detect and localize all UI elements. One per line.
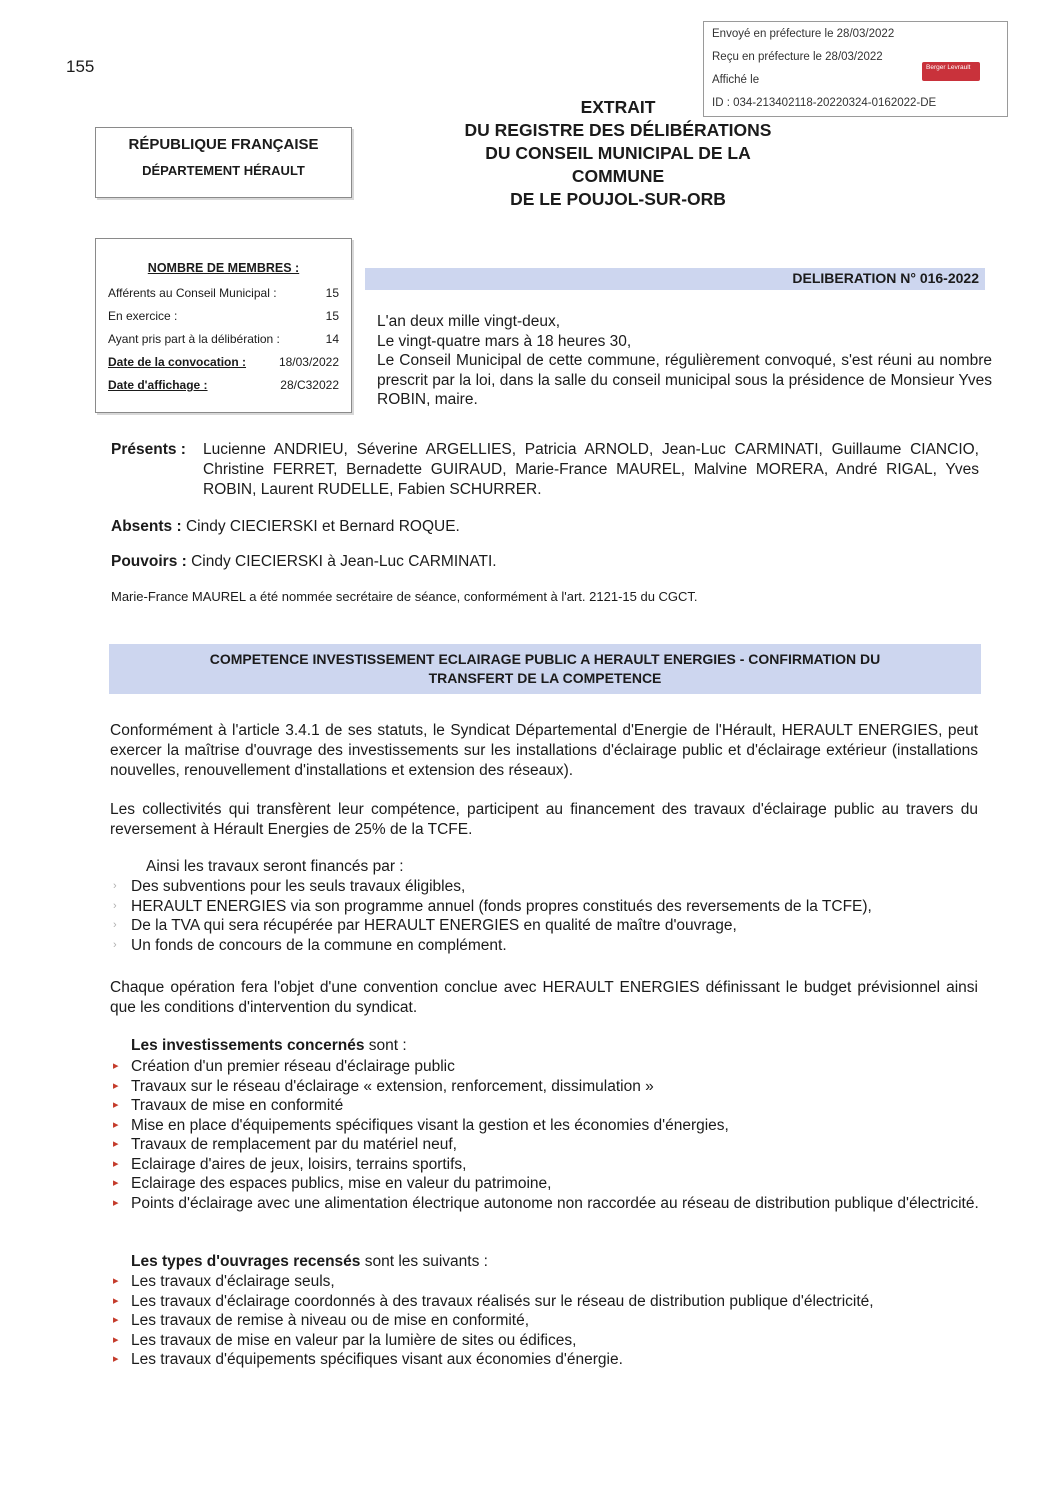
list-item-text: Les travaux d'éclairage coordonnés à des travaux réalisés sur le réseau de distribution publique d'électricité, — [131, 1292, 874, 1310]
title-line: DE LE POUJOL-SUR-ORB — [510, 189, 726, 209]
bullet-icon: ▸ — [113, 1099, 119, 1111]
list-item — [110, 1155, 980, 1175]
intro-line: Le Conseil Municipal de cette commune, régulièrement convoqué, s'est réuni au nombre prescrit par la loi, dans la salle du conseil municipal sous la présidence de Monsieur Yves ROBIN, maire. — [377, 352, 992, 408]
absents-label: Absents : — [111, 518, 182, 535]
meeting-intro — [377, 312, 992, 410]
stamp-sent-line: Envoyé en préfecture le 28/03/2022 — [712, 28, 895, 40]
pouvoirs-text: Cindy CIECIERSKI à Jean-Luc CARMINATI. — [191, 553, 497, 570]
document-title — [380, 96, 856, 211]
list-item — [110, 1174, 980, 1194]
list-item — [110, 1331, 980, 1351]
deliberation-number-bar — [365, 268, 985, 290]
members-row-label: Afférents au Conseil Municipal : — [108, 286, 277, 300]
list-item — [110, 1350, 980, 1370]
members-heading: NOMBRE DE MEMBRES : — [147, 261, 300, 275]
title-line: DU CONSEIL MUNICIPAL DE LA — [485, 143, 751, 163]
berger-levrault-logo: Berger Levrault — [922, 62, 980, 81]
bullet-icon: ▸ — [113, 1060, 119, 1072]
list-item-text: Un fonds de concours de la commune en complément. — [131, 936, 507, 954]
intro-line: Le vingt-quatre mars à 18 heures 30, — [377, 332, 632, 350]
list-item-text: Les travaux de remise à niveau ou de mise en conformité, — [131, 1312, 530, 1329]
presents-names: Lucienne ANDRIEU, Séverine ARGELLIES, Patricia ARNOLD, Jean-Luc CARMINATI, Guillaume CIANCIO, Christine FERRET, Bernadette GUIRAUD, Marie-France MAUREL, Malvine MORERA, André RIGAL, Yves ROBIN, Laurent RUDELLE, Fabien SCHURRER. — [203, 441, 979, 498]
pouvoirs-block — [111, 552, 497, 572]
list-item-text: De la TVA qui sera récupérée par HERAULT ENERGIES en qualité de maître d'ouvrage, — [131, 917, 737, 934]
bullet-icon: ▸ — [113, 1079, 119, 1092]
absents-text: Cindy CIECIERSKI et Bernard ROQUE. — [185, 518, 460, 535]
list-item — [110, 1272, 980, 1292]
stamp-received-line: Reçu en préfecture le 28/03/2022 — [712, 51, 883, 63]
types-list — [110, 1272, 980, 1370]
members-row-value: 14 — [325, 332, 339, 346]
bullet-icon: ▸ — [113, 1353, 119, 1365]
bullet-icon: ▸ — [113, 1177, 119, 1189]
bullet-icon: › — [113, 899, 117, 912]
members-row-label: En exercice : — [108, 309, 178, 323]
title-line: EXTRAIT — [580, 97, 656, 117]
list-item — [110, 897, 980, 917]
list-item — [110, 1194, 980, 1214]
list-item — [110, 936, 980, 956]
members-row-value: 28/C32022 — [280, 378, 339, 392]
section-title-line: TRANSFERT DE LA COMPETENCE — [428, 670, 662, 686]
bullet-icon: ▸ — [113, 1275, 119, 1287]
members-row — [108, 286, 339, 304]
members-row-value: 15 — [325, 309, 339, 323]
list-item — [110, 1292, 980, 1312]
list-item-text: Travaux de mise en conformité — [131, 1097, 344, 1114]
members-row — [108, 378, 339, 396]
finance-intro: Ainsi les travaux seront financés par : — [146, 858, 404, 875]
members-row-value: 18/03/2022 — [278, 355, 339, 369]
republique-label: RÉPUBLIQUE FRANÇAISE — [128, 136, 319, 153]
bullet-icon: ▸ — [113, 1157, 119, 1170]
list-item — [110, 877, 980, 897]
members-row — [108, 332, 339, 350]
list-item-text: Points d'éclairage avec une alimentation électrique autonome non raccordée au réseau de distribution publique d'électricité. — [131, 1194, 979, 1212]
bullet-icon: › — [113, 938, 117, 951]
republique-box — [95, 127, 352, 198]
paragraph-transfert: Les collectivités qui transfèrent leur compétence, participent au financement des travaux d'éclairage public au travers du reversement à Hérault Energies de 25% de la TCFE. — [110, 801, 978, 838]
stamp-posted-line: Affiché le — [712, 74, 760, 86]
list-item-text: HERAULT ENERGIES via son programme annuel (fonds propres constitués des reversements de la TCFE), — [131, 897, 872, 915]
title-line: DU REGISTRE DES DÉLIBÉRATIONS — [464, 120, 772, 140]
title-line: COMMUNE — [571, 166, 665, 186]
list-item — [110, 1096, 980, 1116]
members-row-label: Date de la convocation : — [108, 355, 247, 369]
types-heading-rest: sont les suivants : — [360, 1253, 488, 1270]
list-item — [110, 1311, 980, 1331]
list-item — [110, 1077, 980, 1097]
bullet-icon: ▸ — [113, 1294, 119, 1307]
types-heading-bold: Les types d'ouvrages recensés — [131, 1253, 361, 1270]
bullet-icon: ▸ — [113, 1138, 119, 1150]
bullet-icon: ▸ — [113, 1196, 119, 1209]
investments-list — [110, 1057, 980, 1213]
secretaire-note: Marie-France MAUREL a été nommée secrétaire de séance, conformément à l'art. 2121-15 du CGCT. — [111, 589, 698, 604]
deliberation-number: DELIBERATION N° 016-2022 — [792, 270, 979, 286]
section-title-bar — [109, 644, 981, 694]
bullet-icon: › — [113, 880, 117, 892]
members-row-value: 15 — [325, 286, 339, 300]
investments-heading-bold: Les investissements concernés — [131, 1037, 365, 1054]
bullet-icon: › — [113, 919, 117, 931]
list-item — [110, 916, 980, 936]
members-row — [108, 309, 339, 327]
presents-label: Présents : — [111, 441, 186, 458]
members-row — [108, 355, 339, 373]
departement-label: DÉPARTEMENT HÉRAULT — [142, 163, 305, 178]
bullet-icon: ▸ — [113, 1314, 119, 1326]
section-title-line: COMPETENCE INVESTISSEMENT ECLAIRAGE PUBLIC A HERAULT ENERGIES - CONFIRMATION DU — [209, 651, 881, 667]
absents-block — [111, 517, 460, 537]
list-item-text: Eclairage d'aires de jeux, loisirs, terrains sportifs, — [131, 1155, 467, 1173]
investments-heading-rest: sont : — [364, 1037, 407, 1054]
investments-heading — [131, 1037, 407, 1055]
types-heading — [131, 1253, 488, 1271]
list-item — [110, 1116, 980, 1136]
list-item-text: Création d'un premier réseau d'éclairage public — [131, 1058, 455, 1075]
list-item-text: Eclairage des espaces publics, mise en valeur du patrimoine, — [131, 1175, 552, 1192]
stamp-id-line: ID : 034-213402118-20220324-0162022-DE — [712, 97, 937, 109]
page-number: 155 — [66, 57, 95, 76]
list-item-text: Les travaux d'équipements spécifiques visant aux économies d'énergie. — [131, 1351, 623, 1368]
members-row-label: Ayant pris part à la délibération : — [108, 332, 280, 346]
intro-line: L'an deux mille vingt-deux, — [377, 313, 561, 330]
list-item-text: Travaux sur le réseau d'éclairage « extension, renforcement, dissimulation » — [131, 1077, 654, 1095]
paragraph-convention: Chaque opération fera l'objet d'une convention conclue avec HERAULT ENERGIES définissant le budget prévisionnel ainsi que les conditions d'intervention du syndicat. — [110, 979, 978, 1016]
members-box — [95, 238, 352, 413]
list-item — [110, 1057, 980, 1077]
members-row-label: Date d'affichage : — [108, 378, 208, 392]
bullet-icon: ▸ — [113, 1118, 119, 1131]
pouvoirs-label: Pouvoirs : — [111, 553, 187, 570]
list-item-text: Travaux de remplacement par du matériel neuf, — [131, 1136, 457, 1153]
bullet-icon: ▸ — [113, 1333, 119, 1346]
list-item — [110, 1135, 980, 1155]
list-item-text: Mise en place d'équipements spécifiques visant la gestion et les économies d'énergies, — [131, 1116, 729, 1134]
list-item-text: Les travaux de mise en valeur par la lumière de sites ou édifices, — [131, 1331, 577, 1349]
finance-list — [110, 877, 980, 955]
paragraph-statuts: Conformément à l'article 3.4.1 de ses statuts, le Syndicat Départemental d'Energie de l'Hérault, HERAULT ENERGIES, peut exercer la maîtrise d'ouvrage des investissements sur les installations d'éclairage public et d'éclairage extérieur (installations nouvelles, renouvellement d'installations et extension des réseaux). — [110, 722, 978, 779]
list-item-text: Des subventions pour les seuls travaux éligibles, — [131, 878, 466, 895]
list-item-text: Les travaux d'éclairage seuls, — [131, 1273, 335, 1290]
